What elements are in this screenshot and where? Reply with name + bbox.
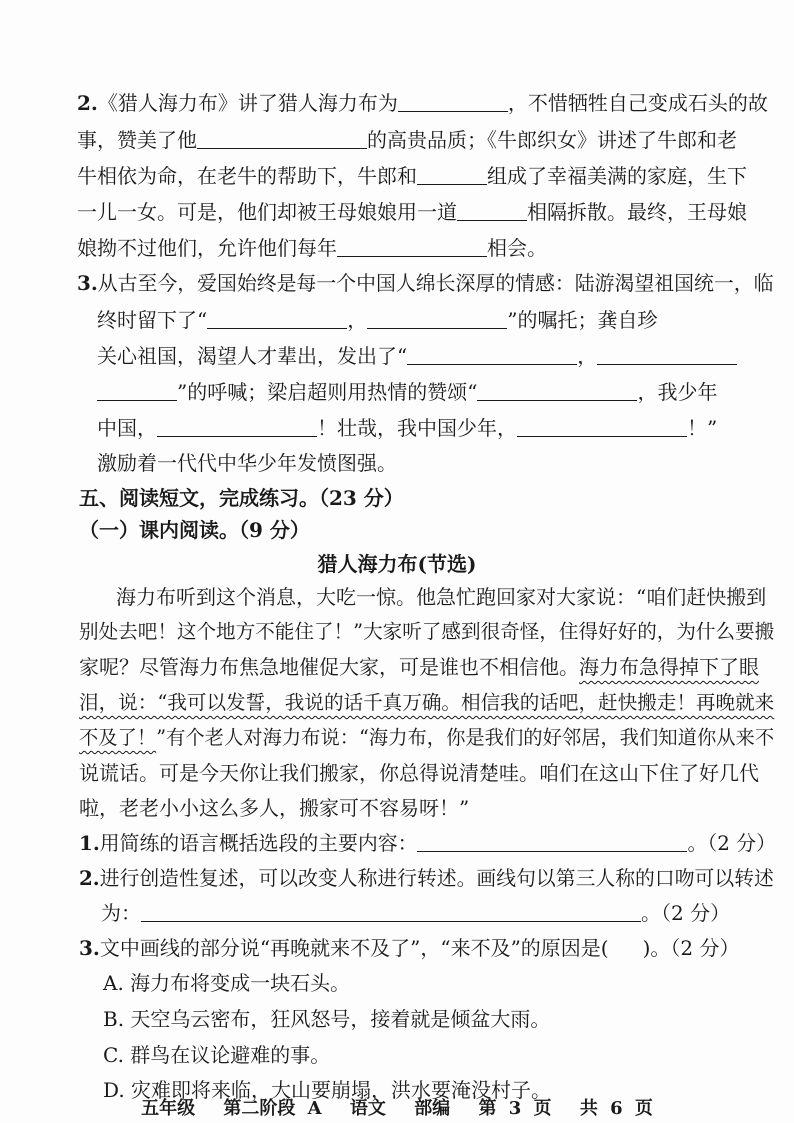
passage-line-4 [79,688,775,718]
q2-line-2: 事，赞美了他 的高贵品质；《牛郎织女》讲述了牛郎和老 [77,128,737,152]
reading-q2-blank[interactable] [141,899,641,922]
underlined-sentence-start: 海力布急得掉下了眼 [579,655,759,679]
underlined-sentence-middle: 泪，说：“我可以发誓，我说的话千真万确。相信我的话吧，赶快搬走！再晚就来 [79,691,775,714]
option-d[interactable]: D. 灾难即将来临，大山要崩塌，洪水要淹没村子。 [103,1078,552,1102]
q3-blank-4[interactable] [597,342,737,365]
q3-blank-4-cont[interactable] [97,378,177,401]
option-b[interactable]: B. 天空乌云密布，狂风怒号，接着就是倾盆大雨。 [103,1007,551,1031]
q3-line-4: ”的呼喊；梁启超则用热情的赞颂“ ，我少年 [97,377,764,407]
section-5-heading: 五、阅读短文，完成练习。（23 分） [79,486,404,510]
footer-page: 第 3 页 [478,1098,552,1119]
reading-q2-line-2: 为： 。（2 分） [101,901,731,925]
q2-line-3: 牛相依为命，在老牛的帮助下，牛郎和 组成了幸福美满的家庭，生下 [77,164,747,188]
underlined-sentence-end: 不及了！ [79,726,157,749]
q3-blank-6[interactable] [157,414,317,437]
passage-line-2: 别处去吧！这个地方不能住了！”大家听了感到很奇怪，住得好好的，为什么要搬 [79,620,775,643]
footer-grade: 五年级 [141,1098,196,1119]
q2-blank-4[interactable] [457,198,527,221]
passage-line-5: 不及了！”有个老人对海力布说：“海力布，你是我们的好邻居，我们知道你从来不 [79,726,775,749]
reading-q3: 3.文中画线的部分说“再晚就来不及了”，“来不及”的原因是( )。（2 分） [79,936,740,960]
footer-edition: 部编 [414,1098,451,1119]
q3-blank-1[interactable] [207,306,347,329]
q3-blank-2[interactable] [367,306,507,329]
passage-line-3: 家呢？尽管海力布焦急地催促大家，可是谁也不相信他。海力布急得掉下了眼 [79,655,759,679]
passage-line-1: 海力布听到这个消息，大吃一惊。他急忙跑回家对大家说：“咱们赶快搬到 [116,585,767,609]
q3-blank-5[interactable] [477,378,637,401]
reading-q2-line-1: 2.进行创造性复述，可以改变人称进行转述。画线句以第三人称的口吻可以转述 [79,866,774,890]
option-a[interactable]: A. 海力布将变成一块石头。 [103,971,351,995]
q3-line-6: 激励着一代代中华少年发愤图强。 [97,451,397,475]
q3-line-3: 关心祖国，渴望人才辈出，发出了“ ， [97,341,764,371]
section-5-1-heading: （一）课内阅读。（9 分） [79,518,310,542]
passage-line-6: 说谎话。可是今天你让我们搬家，你总得说清楚哇。咱们在这山下住了好几代 [79,761,759,785]
passage-title: 猎人海力布(节选) [317,552,477,576]
reading-q1-blank[interactable] [417,829,687,852]
q3-blank-7[interactable] [517,414,687,437]
reading-q1: 1.用简练的语言概括选段的主要内容： 。（2 分） [79,831,776,855]
q2-line-1: 2.《猎人海力布》讲了猎人海力布为 ，不惜牺牲自己变成石头的故 [77,91,768,115]
q3-line-1: 3.从古至今，爱国始终是每一个中国人绵长深厚的情感：陆游渴望祖国统一，临 [77,271,774,295]
q2-line-4: 一儿一女。可是，他们却被王母娘娘用一道 相隔拆散。最终，王母娘 [77,200,747,224]
footer-stage: 第二阶段 A [223,1098,322,1119]
footer-subject: 语文 [349,1098,386,1119]
q2-number: 2. [77,91,98,115]
q2-blank-2[interactable] [197,126,367,149]
q3-blank-3[interactable] [407,342,577,365]
q2-line-5: 娘拗不过他们，允许他们每年 相会。 [77,236,547,260]
option-c[interactable]: C. 群鸟在议论避难的事。 [103,1043,331,1067]
q3-line-2: 终时留下了“ ， ”的嘱托；龚自珍 [97,308,658,332]
q3-line-5: 中国， ！壮哉，我中国少年， ！” [97,416,718,440]
footer-total: 共 6 页 [579,1098,653,1119]
page-footer [0,1096,794,1122]
passage-line-7: 啦，老老小小这么多人，搬家可不容易呀！” [79,796,470,820]
q2-blank-3[interactable] [417,162,487,185]
q2-blank-5[interactable] [337,234,487,257]
q3-number: 3. [77,271,98,295]
q2-blank-1[interactable] [398,89,508,112]
